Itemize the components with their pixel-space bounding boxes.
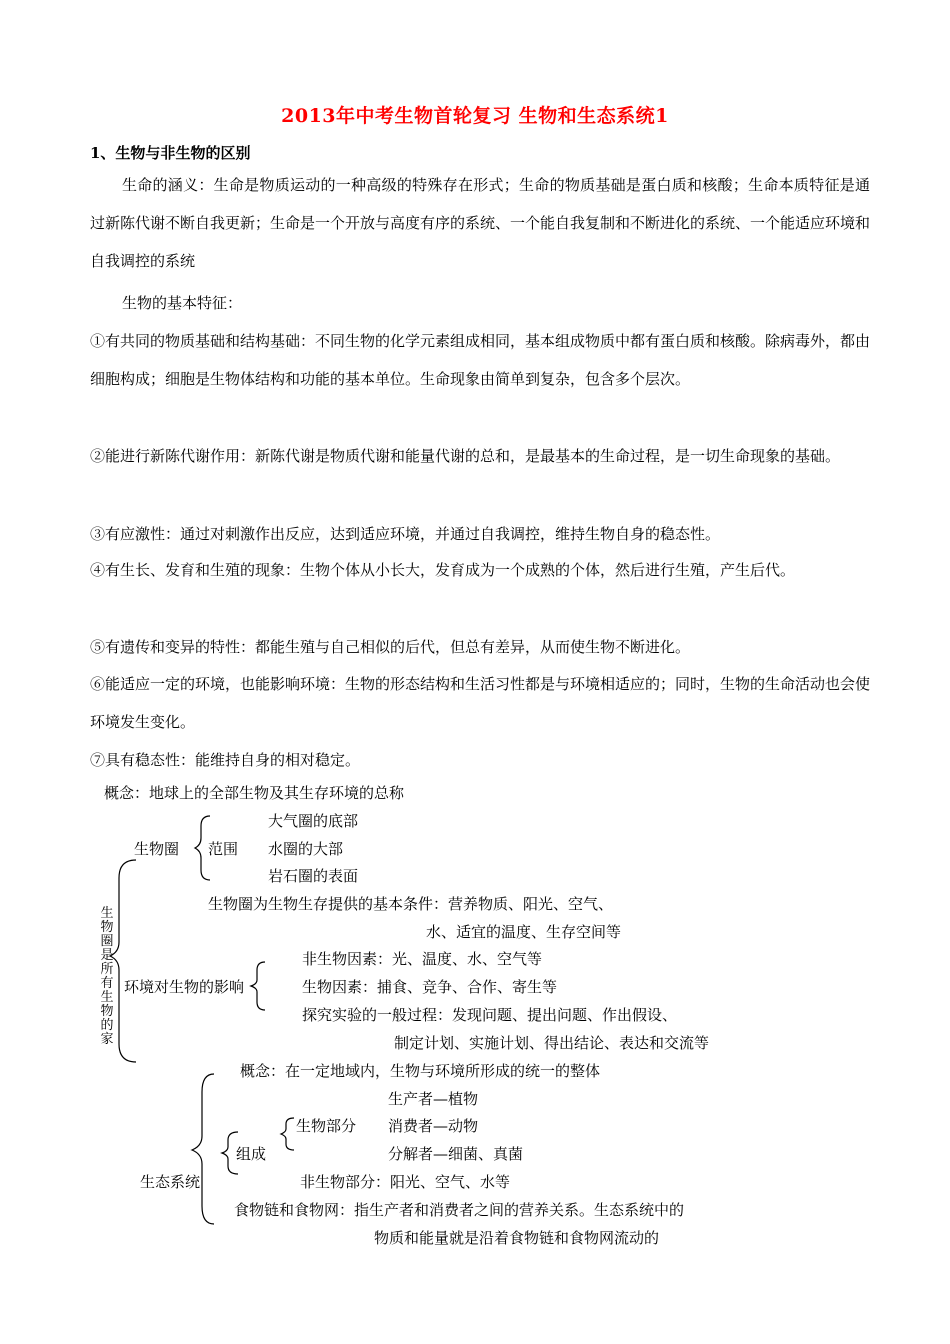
feature-item: ⑦具有稳态性：能维持自身的相对稳定。 — [90, 751, 361, 769]
feature-item: ⑤有遗传和变异的特性：都能生殖与自己相似的后代，但总有差异，从而使生物不断进化。 — [90, 638, 691, 656]
page-title: 2013年中考生物首轮复习 生物和生态系统1 — [281, 105, 669, 127]
range-item: 水圈的大部 — [268, 840, 344, 858]
biosphere-vertical-label: 生物圈是所有生物的家 — [100, 906, 114, 1047]
decomposer: 分解者—细菌、真菌 — [388, 1145, 524, 1163]
experiment-line: 制定计划、实施计划、得出结论、表达和交流等 — [394, 1034, 710, 1052]
composition-label: 组成 — [236, 1145, 267, 1163]
bio-part-brace — [281, 1118, 294, 1150]
conditions-line: 生物圈为生物生存提供的基本条件：营养物质、阳光、空气、 — [208, 895, 614, 913]
feature-item: ②能进行新陈代谢作用：新陈代谢是物质代谢和能量代谢的总和，是最基本的生命过程，是一切生命现象的基础。 — [90, 447, 841, 465]
feature-item: ①有共同的物质基础和结构基础：不同生物的化学元素组成相同，基本组成物质中都有蛋白质和核酸。除病毒外，都由细胞构成；细胞是生物体结构和功能的基本单位。生命现象由简单到复杂，包含多个层次。 — [90, 332, 871, 388]
range-item: 大气圈的底部 — [268, 812, 359, 830]
food-chain-line: 物质和能量就是沿着食物链和食物网流动的 — [374, 1229, 660, 1247]
env-label: 环境对生物的影响 — [124, 978, 245, 996]
life-meaning-paragraph: 生命的涵义：生命是物质运动的一种高级的特殊存在形式；生命的物质基础是蛋白质和核酸；生命本质特征是通过新陈代谢不断自我更新；生命是一个开放与高度有序的系统、一个能自我复制和不断进化的系统、一个能适应环境和自我调控的系统 — [90, 176, 871, 270]
consumer: 消费者—动物 — [388, 1117, 479, 1135]
abiotic-part: 非生物部分：阳光、空气、水等 — [300, 1173, 511, 1191]
features-heading: 生物的基本特征： — [122, 294, 243, 312]
producer: 生产者—植物 — [388, 1090, 479, 1108]
bio-part-label: 生物部分 — [296, 1117, 357, 1135]
ecosystem-concept: 概念：在一定地域内，生物与环境所形成的统一的整体 — [240, 1062, 601, 1080]
ecosystem-brace — [192, 1074, 214, 1224]
biosphere-concept: 概念：地球上的全部生物及其生存环境的总称 — [104, 784, 405, 802]
feature-item: ⑥能适应一定的环境，也能影响环境：生物的形态结构和生活习性都是与环境相适应的；同时，生物的生命活动也会使环境发生变化。 — [90, 675, 871, 731]
feature-item: ③有应激性：通过对刺激作出反应，达到适应环境，并通过自我调控，维持生物自身的稳态性。 — [90, 525, 721, 543]
range-label: 范围 — [208, 840, 239, 858]
conditions-line: 水、适宜的温度、生存空间等 — [426, 923, 622, 941]
range-item: 岩石圈的表面 — [268, 867, 359, 885]
feature-item: ④有生长、发育和生殖的现象：生物个体从小长大，发育成为一个成熟的个体，然后进行生殖，产生后代。 — [90, 561, 796, 579]
biotic-factors: 生物因素：捕食、竞争、合作、寄生等 — [302, 978, 558, 996]
food-chain-line: 食物链和食物网：指生产者和消费者之间的营养关系。生态系统中的 — [234, 1201, 685, 1219]
experiment-line: 探究实验的一般过程：发现问题、提出问题、作出假设、 — [302, 1006, 678, 1024]
env-brace — [251, 962, 265, 1010]
biosphere-label: 生物圈 — [134, 840, 180, 858]
abiotic-factors: 非生物因素：光、温度、水、空气等 — [302, 950, 543, 968]
ecosystem-label: 生态系统 — [140, 1173, 201, 1191]
section-heading: 1、生物与非生物的区别 — [90, 144, 251, 162]
